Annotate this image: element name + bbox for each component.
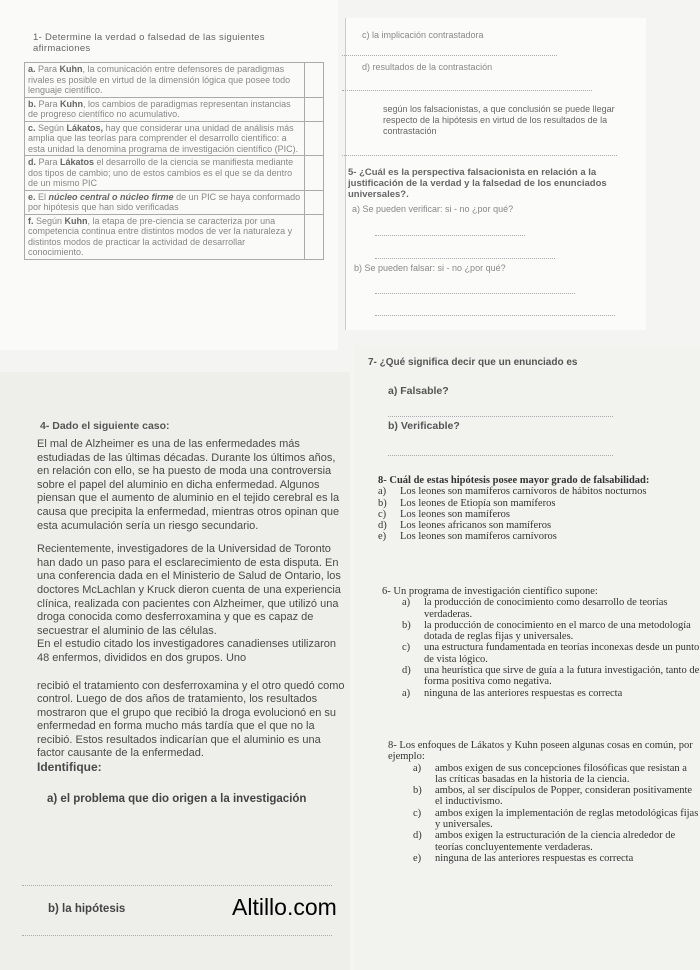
statement-post: de un PIC se haya conformado por hipótesis que han sido verificadas: [28, 191, 301, 212]
option-item: [413, 808, 700, 831]
option-text: la producción de conocimiento como desarrollo de teorías verdaderas.: [424, 597, 668, 620]
option-item: [402, 665, 700, 688]
question-4b: b) la hipótesis: [48, 903, 126, 915]
statement-post: , los cambios de paradigmas representan instancias de progreso científico no acumulativo.: [28, 98, 291, 119]
statement-cell: [25, 156, 305, 191]
statement-key: Kuhn: [59, 64, 83, 74]
question-1-title: 1- Determine la verdad o falsedad de las siguientes afirmaciones: [33, 32, 265, 54]
statement-letter: b.: [28, 98, 36, 109]
question-6-program: [382, 586, 700, 699]
answer-line[interactable]: [375, 315, 615, 316]
answer-cell[interactable]: [305, 121, 324, 156]
answer-line[interactable]: [375, 293, 575, 294]
question-7-title: 7- ¿Qué significa decir que un enunciado es: [368, 357, 578, 368]
option-item: [402, 642, 700, 665]
identify-label: Identifique:: [37, 760, 102, 775]
conclusion-question: según los falsacionistas, a que conclusión se puede llegar respecto de la hipótesis en virtud de los resultados de la contrastación: [383, 104, 615, 136]
question-c-label: c) la implicación contrastadora: [362, 30, 484, 40]
statement-letter: a.: [28, 64, 36, 74]
answer-line[interactable]: [22, 885, 332, 886]
question-d-label: d) resultados de la contrastación: [362, 62, 493, 72]
statement-cell: [25, 190, 305, 214]
option-letter: b): [402, 619, 411, 631]
option-item: [413, 763, 700, 786]
answer-line[interactable]: [342, 90, 592, 91]
answer-cell[interactable]: [305, 63, 324, 98]
answer-line[interactable]: [388, 416, 613, 417]
option-item: [378, 486, 700, 497]
option-text: una estructura fundamentada en teorías inconexas desde un punto de vista lógico.: [424, 642, 700, 665]
statement-key: Lákatos: [60, 157, 95, 167]
answer-line[interactable]: [375, 235, 525, 236]
answer-cell[interactable]: [305, 156, 324, 191]
option-item: [402, 688, 700, 699]
answer-line[interactable]: [388, 455, 613, 456]
option-item: [413, 830, 700, 853]
option-letter: a): [402, 597, 411, 609]
statement-post: hay que considerar una unidad de análisis más amplia que las teorías para comprender el desarrollo científico: a esta unidad la denomina programa de investigación científico (PIC).: [28, 122, 299, 154]
statement-letter: c.: [28, 122, 36, 133]
watermark: Altillo.com: [232, 894, 337, 920]
table-row: [25, 97, 324, 121]
option-text: una heurística que sirve de guía a la futura investigación, tanto de forma positiva como negativa.: [424, 665, 700, 688]
true-false-table: [24, 62, 324, 260]
answer-cell[interactable]: [305, 190, 324, 214]
answer-line[interactable]: [375, 258, 555, 259]
option-letter: e): [413, 852, 422, 864]
case-paragraph: El mal de Alzheimer es una de las enfermedades más estudiadas de las últimas décadas. Durante los últimos años, en relación con ello, se ha puesto de moda una controversia sobre el papel del aluminio en dicha enfermedad. Algunos piensan que el aumento de aluminio en el tejido cerebral es la causa que precipita la enfermedad, mientras otros opinan que esta acumulación sería un riesgo secundario.: [37, 438, 340, 532]
table-row: [25, 63, 324, 98]
statement-letter: d.: [28, 157, 36, 167]
answer-line[interactable]: [342, 155, 617, 156]
statement-cell: [25, 97, 305, 121]
question-5-title: 5- ¿Cuál es la perspectiva falsacionista en relación a la justificación de la verdad y la falsedad de los enunciados universales?.: [348, 167, 607, 200]
option-item: [413, 853, 700, 864]
table-row: [25, 156, 324, 191]
option-text: la producción de conocimiento en el marco de una metodología dotada de reglas fijas y universales.: [424, 619, 691, 643]
statement-pre: Según: [33, 215, 65, 226]
statement-cell: [25, 214, 305, 259]
statement-cell: [25, 63, 305, 98]
question-4a: a) el problema que dio origen a la investigación: [47, 792, 307, 805]
case-text: [37, 438, 347, 806]
option-letter: d): [413, 830, 422, 842]
statement-pre: El: [35, 191, 49, 202]
table-row: [25, 214, 324, 259]
question-7b: b) Verificable?: [388, 420, 460, 432]
question-8b-title: 8- Los enfoques de Lákatos y Kuhn poseen algunas cosas en común, por ejemplo:: [388, 740, 693, 763]
option-text: ninguna de las anteriores respuestas es correcta: [424, 687, 623, 699]
option-letter: c): [402, 642, 411, 654]
option-item: [378, 498, 700, 509]
option-letter: c): [413, 807, 422, 819]
option-item: [378, 520, 700, 531]
statement-cell: [25, 121, 305, 156]
case-paragraph: Recientemente, investigadores de la Universidad de Toronto han dado un paso para el esclarecimiento de esta disputa. En una conferencia dada en el Ministerio de Salud de Ontario, los doctores McLachlan y Kruck dieron cuenta de una experiencia clínica, realizada con pacientes con Alzheimer, que utilizó una droga conocida como desferroxamina y que es capaz de secuestrar el aluminio de las células.: [37, 543, 341, 637]
option-item: [402, 620, 700, 643]
question-8-hypotheses: [378, 475, 700, 543]
option-text: ambos, al ser discípulos de Popper, consideran positivamente el inductivismo.: [435, 785, 693, 808]
option-text: ninguna de las anteriores respuestas es correcta: [435, 852, 634, 864]
statement-pre: Para: [36, 157, 61, 167]
option-letter: b): [378, 497, 387, 509]
statement-pre: Para: [36, 98, 61, 109]
statement-pre: Para: [35, 64, 60, 74]
option-letter: a): [413, 762, 422, 774]
case-paragraph: recibió el tratamiento con desferroxamina y el otro quedó como control. Luego de dos años de tratamiento, los resultados mostraron que el grupo que recibió la droga evolucionó en su enfermedad en forma mucho más tardía que el que no la recibió. Estos resultados indicarían que el aluminio es una factor causante de la enfermedad.: [37, 679, 345, 760]
question-4-title: 4- Dado el siguiente caso:: [40, 420, 170, 432]
option-letter: d): [402, 665, 411, 677]
statement-letter: f.: [28, 215, 34, 226]
question-5a: a) Se pueden verificar: si - no ¿por qué?: [352, 204, 514, 214]
option-item: [402, 597, 700, 620]
option-text: Los leones de Etiopía son mamíferos: [400, 497, 556, 509]
option-item: [378, 509, 700, 520]
statement-post: , la comunicación entre defensores de paradigmas rivales es posible en virtud de la dimensión lógica que posee todo lenguaje científico.: [28, 64, 291, 95]
table-row: [25, 190, 324, 214]
option-text: ambos exigen la implementación de reglas metodológicas fijas y universales.: [435, 807, 699, 831]
statement-key: Lákatos,: [66, 122, 104, 133]
answer-cell[interactable]: [305, 214, 324, 259]
option-text: Los leones africanos son mamíferos: [400, 520, 552, 532]
option-letter: b): [413, 785, 422, 797]
option-letter: c): [378, 508, 387, 520]
option-text: Los leones son mamíferos carnívoros de hábitos nocturnos: [400, 486, 647, 498]
statement-key: núcleo central o núcleo firme: [48, 191, 174, 202]
statement-post: , la etapa de pre-ciencia se caracteriza por una competencia continua entre distintos modos de ver la naturaleza y distintos modos de practicar la actividad de desarrollar conocimiento.: [28, 215, 293, 257]
question-7a: a) Falsable?: [388, 385, 449, 397]
question-6-title: 6- Un programa de investigación científico supone:: [382, 586, 598, 597]
option-text: ambos exigen la estructuración de la ciencia alrededor de teorías concluyentemente verdaderas.: [435, 830, 676, 853]
statement-key: Kuhn: [64, 215, 88, 226]
option-text: ambos exigen de sus concepciones filosóficas que resistan a las críticas basadas en la historia de la ciencia.: [435, 762, 687, 785]
statement-post: el desarrollo de la ciencia se manifiesta mediante dos tipos de cambio; uno de estos cambios es el que se da dentro de un mismo PIC: [28, 157, 294, 188]
statement-key: Kuhn: [60, 98, 84, 109]
option-item: [413, 785, 700, 808]
answer-cell[interactable]: [305, 97, 324, 121]
answer-line[interactable]: [22, 935, 332, 936]
option-letter: d): [378, 520, 387, 532]
answer-line[interactable]: [342, 55, 557, 56]
option-letter: a): [378, 486, 387, 498]
option-item: [378, 531, 700, 542]
option-text: Los leones son mamíferos carnívoros: [400, 531, 557, 543]
question-8-approaches: [388, 740, 700, 864]
question-8-title: 8- Cuál de estas hipótesis posee mayor grado de falsabilidad:: [378, 475, 650, 486]
question-5b: b) Se pueden falsar: si - no ¿por qué?: [354, 263, 506, 273]
case-paragraph: En el estudio citado los investigadores canadienses utilizaron 48 enfermos, divididos en dos grupos. Uno: [37, 638, 337, 664]
table-row: [25, 121, 324, 156]
statement-pre: Según: [35, 122, 67, 133]
option-letter: a): [402, 687, 411, 699]
statement-letter: e.: [28, 191, 36, 202]
option-letter: e): [378, 531, 387, 543]
option-text: Los leones son mamíferos: [400, 508, 510, 520]
